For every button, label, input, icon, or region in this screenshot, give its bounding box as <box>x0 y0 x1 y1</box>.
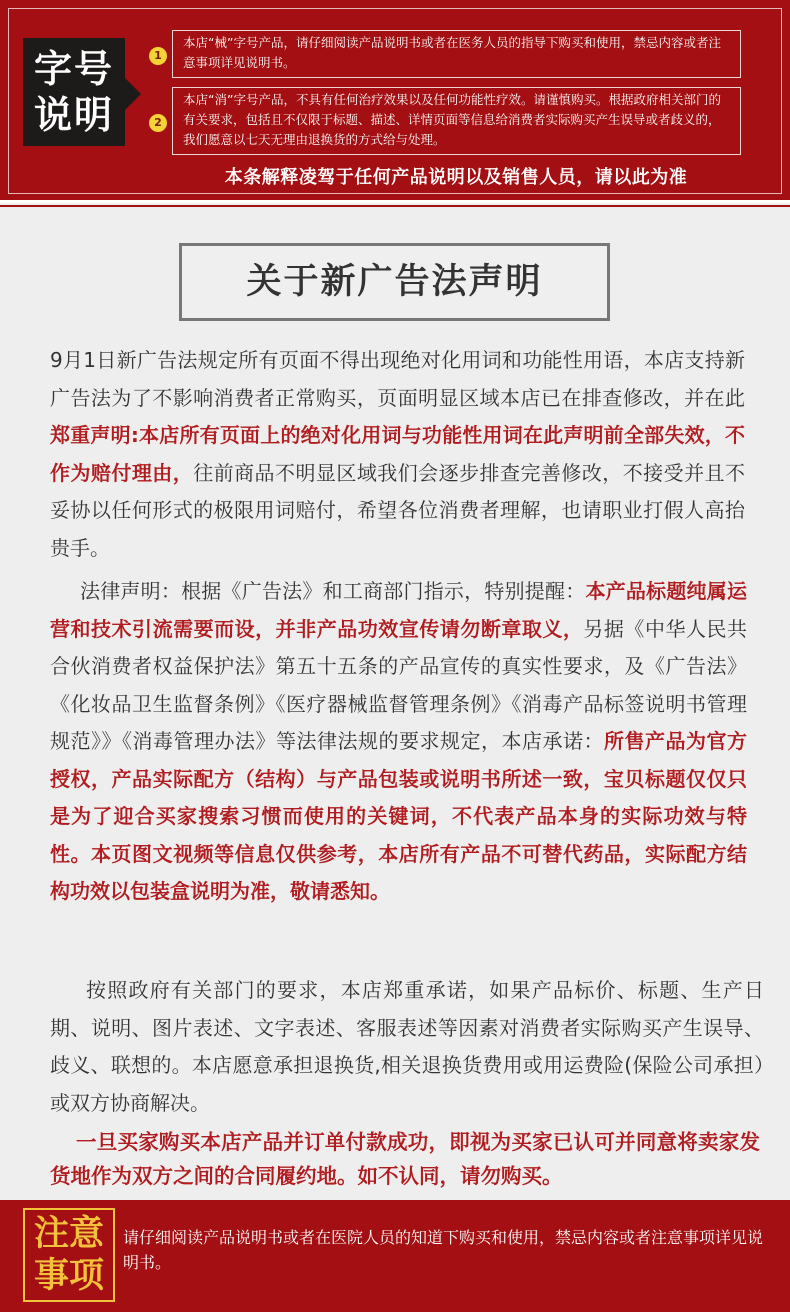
notice-badge-line1: 注意 <box>33 1214 104 1254</box>
item1-text: 本店“械”字号产品，请仔细阅读产品说明书或者在医务人员的指导下购买和使用，禁忌内容或者注意事项详见说明书。 <box>172 30 741 78</box>
logo-arrow-icon <box>125 78 141 110</box>
para4-text: 一旦买家购买本店产品并订单付款成功，即视为买家已认可并同意将卖家发货地作为双方之间的合同履约地。如不认同，请勿购买。 <box>50 1130 760 1188</box>
paragraph-3 <box>50 972 764 1122</box>
header-footer-text: 本条解释凌驾于任何产品说明以及销售人员，请以此为准 <box>224 167 688 188</box>
para2-text: 法律声明：根据《广告法》和工商部门指示，特别提醒： <box>80 579 586 603</box>
item2-number-badge: 2 <box>149 114 167 132</box>
notice-text: 请仔细阅读产品说明书或者在医院人员的知道下购买和使用，禁忌内容或者注意事项详见说明书。 <box>123 1228 764 1272</box>
para3-text: 按照政府有关部门的要求，本店郑重承诺，如果产品标价、标题、生产日期、说明、图片表述、文字表述、客服表述等因素对消费者实际购买产生误导、歧义、联想的。本店愿意承担退换货,相关退换货费用或用运费险(保险公司承担）或双方协商解决。 <box>50 978 764 1115</box>
logo-line2: 说明 <box>33 93 114 137</box>
paragraph-1 <box>50 342 745 567</box>
para1-text: 9月1日新广告法规定所有页面不得出现绝对化用词和功能性用语，本店支持新广告法为了不影响消费者正常购买，页面明显区域本店已在排查修改，并在此 <box>50 348 745 410</box>
divider <box>0 200 790 203</box>
paragraph-4 <box>50 1125 760 1193</box>
para1-text-2: 往前商品不明显区域我们会逐步排查完善修改，不接受并且不妥协以任何形式的极限用词赔付，希望各位消费者理解，也请职业打假人高抬贵手。 <box>50 460 746 560</box>
para1-highlight: 郑重声明:本店所有页面上的绝对化用词与功能性用词在此声明前全部失效，不作为赔付理由， <box>50 423 745 485</box>
notice-badge-line2: 事项 <box>33 1256 104 1296</box>
page-title: 关于新广告法声明 <box>179 243 610 321</box>
item1-number-badge: 1 <box>149 47 167 65</box>
para2-text-2: 另据《中华人民共合伙消费者权益保护法》第五十五条的产品宣传的真实性要求，及《广告法》《化妆品卫生监督条例》《医疗器械监督管理条例》《消毒产品标签说明书管理规范》》《消毒管理办法》等法律法规的要求规定，本店承诺： <box>50 616 748 753</box>
notice-badge <box>23 1208 115 1302</box>
logo-line1: 字号 <box>33 47 114 91</box>
item2-text: 本店“消”字号产品，不具有任何治疗效果以及任何功能性疗效。请谨慎购买。根据政府相关部门的有关要求，包括且不仅限于标题、描述、详情页面等信息给消费者实际购买产生误导或者歧义的，我们愿意以七天无理由退换货的方式给与处理。 <box>172 87 741 155</box>
header-logo <box>23 38 125 146</box>
paragraph-2 <box>50 573 747 911</box>
para2-highlight-2: 所售产品为官方授权，产品实际配方（结构）与产品包装或说明书所述一致，宝贝标题仅仅只是为了迎合买家搜索习惯而使用的关键词，不代表产品本身的实际功效与特性。本页图文视频等信息仅供参考，本店所有产品不可替代药品，实际配方结构功效以包装盒说明为准，敬请悉知。 <box>50 729 747 903</box>
para2-highlight: 本产品标题纯属运营和技术引流需要而设，并非产品功效宣传请勿断章取义， <box>50 579 747 641</box>
divider-red <box>0 205 790 207</box>
